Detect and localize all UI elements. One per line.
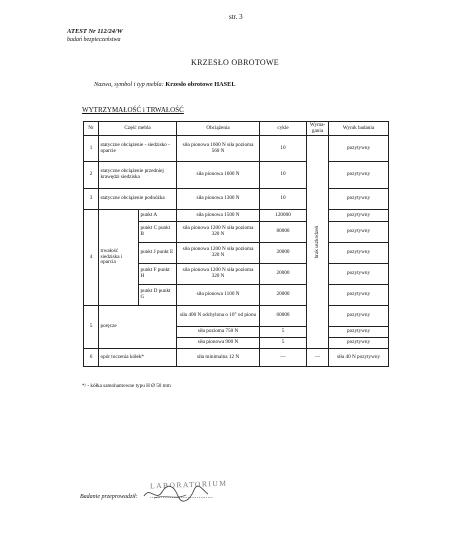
row-nr: 5 <box>84 306 99 349</box>
requirements-cell <box>307 136 329 349</box>
row-part: poręcze <box>99 306 177 349</box>
signature-line: ................................... <box>150 494 213 500</box>
page-number: str. 3 <box>229 13 243 21</box>
requirement-note: brak uszkodzeń <box>313 225 320 259</box>
row-result: pozytywny <box>329 264 389 285</box>
row-result: pozytywny <box>329 243 389 264</box>
signature-label: Badanie przeprowadził: <box>80 494 138 500</box>
row-result: pozytywny <box>329 136 389 162</box>
row-cycles: 5 <box>260 327 307 338</box>
row-point: punkt F punkt H <box>139 264 177 285</box>
row-nr: 6 <box>84 349 99 367</box>
row-load: siła pionowa 1300 N <box>177 189 260 210</box>
row-cycles: 20000 <box>260 285 307 306</box>
row-cycles: 80000 <box>260 222 307 243</box>
table-header-row <box>84 122 389 136</box>
product-label: Nazwa, symbol i typ mebla: <box>94 81 164 88</box>
row-load: siła pionowa 1200 N siła pozioma 320 N <box>177 222 260 243</box>
header-cycles: cykle <box>260 122 307 136</box>
header-requirements: Wyma-gania <box>307 122 329 136</box>
table-row <box>84 162 389 189</box>
table-row <box>84 349 389 367</box>
row-part: opór toczenia kółek* <box>99 349 177 367</box>
page-title: KRZESŁO OBROTOWE <box>191 58 279 67</box>
row-result: pozytywny <box>329 327 389 338</box>
table-row <box>84 306 389 327</box>
row-nr: 3 <box>84 189 99 210</box>
table-row <box>84 210 389 222</box>
row-cycles: 5 <box>260 338 307 349</box>
row-part: statyczne obciążenie - siedzisko - oparcie <box>99 136 177 162</box>
row-load: siła pozioma 750 N <box>177 327 260 338</box>
row-point: punkt C punkt B <box>139 222 177 243</box>
row-result: pozytywny <box>329 306 389 327</box>
row-cycles: 20000 <box>260 264 307 285</box>
row-result: siła 40 N pozytywny <box>329 349 389 367</box>
row-result: pozytywny <box>329 338 389 349</box>
row-cycles: 10 <box>260 162 307 189</box>
row-nr: 4 <box>84 210 99 306</box>
row-result: pozytywny <box>329 285 389 306</box>
row-cycles: 20000 <box>260 243 307 264</box>
footnote: */ - kółka samohamowne typu H Ø 50 mm <box>82 383 171 389</box>
handwritten-signature <box>140 482 210 504</box>
row-cycles: 10 <box>260 136 307 162</box>
row-nr: 2 <box>84 162 99 189</box>
row-requirements: — <box>307 349 329 367</box>
row-load: siła pionowa 900 N <box>177 338 260 349</box>
product-value: Krzesło obrotowe HASEL <box>165 81 236 88</box>
row-cycles: 60000 <box>260 306 307 327</box>
table-row <box>84 136 389 162</box>
section-title: WYTRZYMAŁOŚĆ i TRWAŁOŚĆ <box>82 106 184 114</box>
header-load: Obciążenia <box>177 122 260 136</box>
table-row <box>84 189 389 210</box>
results-table <box>83 121 389 367</box>
row-load: siła pionowa 1600 N siła pozioma 560 N <box>177 136 260 162</box>
row-part: statyczne obciążenie podnóżka <box>99 189 177 210</box>
laboratory-stamp: LABORATORIUM <box>149 478 228 491</box>
row-load: siła pionowa 1200 N siła pozioma 320 N <box>177 243 260 264</box>
document-subtitle: badań bezpieczeństwa <box>67 37 121 43</box>
row-part: statyczne obciążenie przedniej krawędzi siedziska <box>99 162 177 189</box>
row-point: punkt J punkt E <box>139 243 177 264</box>
row-load: siła pionowa 1600 N <box>177 162 260 189</box>
header-part: Część mebla <box>99 122 177 136</box>
row-load: siła 400 N odchylona o 10° od pionu <box>177 306 260 327</box>
product-line <box>94 81 236 88</box>
row-cycles: — <box>260 349 307 367</box>
row-point: punkt D punkt G <box>139 285 177 306</box>
header-nr: Nr <box>84 122 99 136</box>
row-part: trwałość siedziska i oparcia <box>99 210 139 306</box>
header-result: Wynik badania <box>329 122 389 136</box>
row-cycles: 120000 <box>260 210 307 222</box>
row-point: punkt A <box>139 210 177 222</box>
row-result: pozytywny <box>329 162 389 189</box>
row-cycles: 10 <box>260 189 307 210</box>
row-load: siła pionowa 1200 N siła pozioma 320 N <box>177 264 260 285</box>
row-nr: 1 <box>84 136 99 162</box>
row-load: siła minimalna 12 N <box>177 349 260 367</box>
row-load: siła pionowa 1500 N <box>177 210 260 222</box>
row-result: pozytywny <box>329 222 389 243</box>
row-load: siła pionowa 1100 N <box>177 285 260 306</box>
atest-number: ATEST Nr 112/24/W <box>67 28 123 35</box>
row-result: pozytywny <box>329 189 389 210</box>
row-result: pozytywny <box>329 210 389 222</box>
